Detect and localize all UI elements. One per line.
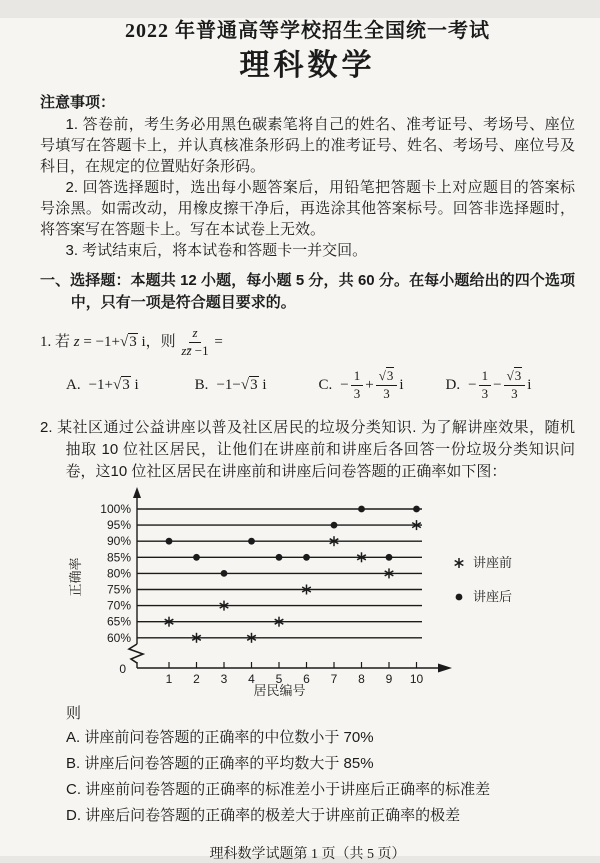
- svg-text:7: 7: [330, 671, 338, 686]
- accuracy-chart: [60, 485, 575, 697]
- question-1-option-d: D. − $\frac{1}{3}$ − $\frac{√3}{3}$ i: [445, 368, 532, 402]
- svg-text:80%: 80%: [106, 566, 131, 581]
- chart-y-tick-labels: [68, 502, 131, 676]
- chart-x-tick-labels: [166, 672, 424, 698]
- question-1-option-c: C. − $\frac{1}{3}$ + $\frac{√3}{3}$ i: [318, 368, 404, 402]
- page-footer: 理科数学试题第 1 页（共 5 页）: [209, 846, 406, 862]
- svg-text:60%: 60%: [106, 630, 131, 645]
- exam-title: 2022 年普通高等学校招生全国统一考试: [125, 20, 490, 42]
- question-1-stem-text: 若 z = −1+√3 i，则 $\frac{z}{zz̄ -1}$ =: [55, 325, 223, 358]
- question-1-option-b: B. −1−√3 i: [194, 377, 267, 394]
- question-2-options: [40, 725, 575, 829]
- svg-text:2: 2: [193, 671, 200, 686]
- notice-item-3: 3. 考试结束后，将本试卷和答题卡一并交回。: [65, 242, 368, 259]
- svg-text:10: 10: [409, 671, 424, 686]
- question-1: [40, 326, 575, 359]
- svg-text:正确率: 正确率: [68, 557, 83, 597]
- svg-text:居民编号: 居民编号: [253, 682, 306, 698]
- notice-item-2: 2. 回答选择题时，选出每小题答案后，用铅笔把答题卡上对应题目的答案标号涂黑。如需改动，用橡皮擦干净后，再选涂其他答案标号。回答非选择题时，将答案写在答题卡上。写在本试卷上无效。: [40, 179, 575, 238]
- svg-text:3: 3: [220, 671, 228, 686]
- svg-text:6: 6: [303, 671, 310, 686]
- chart-axes: [129, 487, 452, 673]
- question-1-fraction: $\frac{z}{zz̄ -1}$: [181, 325, 209, 358]
- question-2-option-d: D. 讲座后问卷答题的正确率的极差大于讲座前正确率的极差: [66, 806, 461, 824]
- svg-text:0: 0: [119, 661, 126, 676]
- chart-series-0-points: [165, 520, 421, 643]
- svg-text:85%: 85%: [106, 550, 131, 565]
- notice-heading: 注意事项：: [40, 94, 116, 111]
- svg-text:讲座前: 讲座前: [473, 554, 513, 570]
- svg-text:1: 1: [165, 671, 173, 686]
- svg-text:9: 9: [385, 671, 393, 686]
- notice-item-1: 1. 答卷前，考生务必用黑色碳素笔将自己的姓名、准考证号、考场号、座位号填写在答题卡上，并认真核准条形码上的准考证号、姓名、考场号、座位号及科目，在规定的位置贴好条形码。: [40, 116, 575, 175]
- question-2-option-c: C. 讲座前问卷答题的正确率的标准差小于讲座后正确率的标准差: [66, 780, 491, 798]
- question-2-then: 则: [66, 704, 82, 722]
- svg-text:100%: 100%: [100, 501, 131, 516]
- svg-text:95%: 95%: [106, 517, 131, 532]
- svg-text:65%: 65%: [106, 614, 131, 629]
- question-2-stem: 2. 某社区通过公益讲座以普及社区居民的垃圾分类知识. 为了解讲座效果，随机抽取 10 位社区居民，让他们在讲座前和讲座后各回答一份垃圾分类知识问卷，这10 位社区居民在讲座前和讲座后问卷答题的正确率如下图：: [40, 418, 575, 480]
- svg-text:70%: 70%: [106, 598, 131, 613]
- notice-section: [40, 92, 575, 261]
- svg-text:4: 4: [248, 671, 255, 686]
- exam-page: [0, 18, 600, 862]
- question-1-options: [40, 369, 575, 403]
- svg-text:讲座后: 讲座后: [473, 588, 513, 604]
- question-1-option-a: A. −1+√3 i: [66, 377, 139, 394]
- question-2-option-a: A. 讲座前问卷答题的正确率的中位数小于 70%: [66, 728, 374, 746]
- svg-text:75%: 75%: [106, 582, 131, 597]
- question-2-option-b: B. 讲座后问卷答题的正确率的平均数大于 85%: [66, 754, 374, 772]
- question-1-number: 1.: [40, 333, 52, 350]
- svg-text:90%: 90%: [106, 534, 131, 549]
- chart-legend: [455, 555, 512, 604]
- svg-text:5: 5: [275, 671, 283, 686]
- section-1-heading: 一、选择题：本题共 12 小题，每小题 5 分，共 60 分。在每小题给出的四个选项中，只有一项是符合题目要求的。: [40, 272, 575, 311]
- question-2-chart-wrap: [60, 485, 575, 701]
- subject-title: 理科数学: [239, 49, 376, 82]
- svg-text:8: 8: [358, 671, 365, 686]
